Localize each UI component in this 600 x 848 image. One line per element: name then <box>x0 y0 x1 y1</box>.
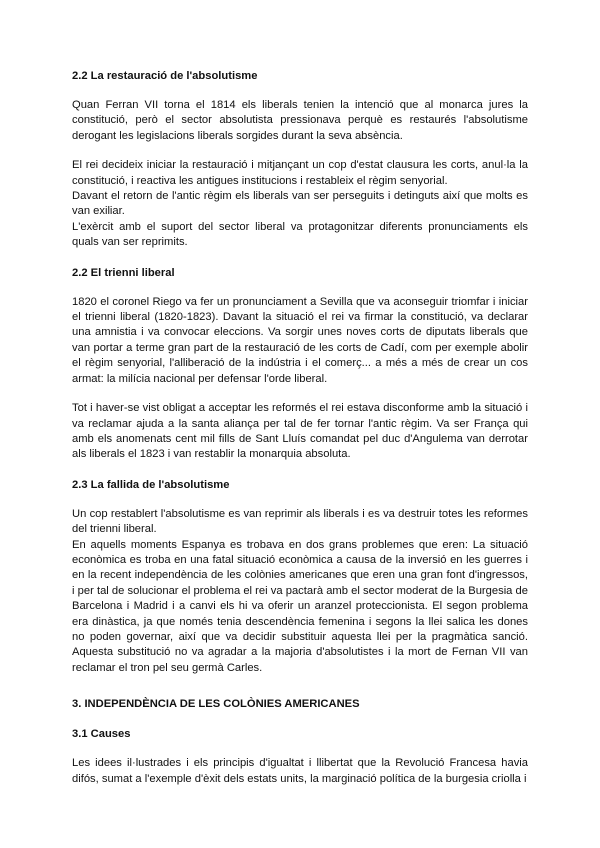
paragraph: Les idees il·lustrades i els principis d'igualtat i llibertat que la Revolució Francesa havia difós, sumat a l'exemple d'èxit dels estats units, la marginació política de la burgesia criolla i <box>72 757 528 785</box>
paragraph: Un cop restablert l'absolutisme es van reprimir als liberals i es va destruir totes les reformes del trienni liberal. <box>72 507 528 536</box>
heading-fallida: 2.3 La fallida de l'absolutisme <box>72 478 230 491</box>
paragraph: El rei decideix iniciar la restauració i mitjançant un cop d'estat clausura les corts, anul·la la constitució, i reactiva les antigues institucions i restableix el règim senyorial. <box>72 159 528 187</box>
paragraph: 1820 el coronel Riego va fer un pronunciament a Sevilla que va aconseguir triomfar i iniciar el trienni liberal (1820-1823). Davant la situació el rei va firmar la constitució, va declarar una amnistia i va convocar eleccions. Va sorgir unes noves corts de diputats liberals que van portar a terme gran part de la restauració de les corts de Cadí, com per exemple abolir el règim senyorial, l'alliberació de la indústria i el comerç... a més a més de crear un cos armat: la milícia nacional per defensar l'orde liberal. <box>72 295 528 385</box>
paragraph: Tot i haver-se vist obligat a acceptar les reformés el rei estava disconforme amb la situació i va reclamar ajuda a la santa aliança per tal de fer tornar l'antic règim. Va ser França qui amb els anomenats cent mil fills de Sant Lluís comandat pel duc d'Angulema van derrotar als liberals el 1823 i van restablir la monarquia absoluta. <box>72 402 528 461</box>
paragraph: Quan Ferran VII torna el 1814 els liberals tenien la intenció que al monarca jures la constitució, però el sector absolutista pressionava perquè es restaurés l'absolutisme derogant les legislacions liberals sorgides durant la seva absència. <box>72 99 528 142</box>
heading-trienni: 2.2 El trienni liberal <box>72 266 175 279</box>
heading-causes: 3.1 Causes <box>72 728 131 741</box>
paragraph: Davant el retorn de l'antic règim els liberals van ser perseguits i detinguts així que molts es van exiliar. <box>72 190 528 218</box>
paragraph: L'exèrcit amb el suport del sector liberal va protagonitzar diferents pronunciaments els quals van ser reprimits. <box>72 220 528 249</box>
paragraph: En aquells moments Espanya es trobava en dos grans problemes que eren: La situació econòmica es troba en una fatal situació econòmica a causa de la inversió en les guerres i en la recent independència de les colònies americanes que eren una gran font d'ingressos, i per tal de solucionar el problema el rei va pactarà amb el sector moderat de la Burgesia de Barcelona i Madrid i a canvi els hi va oferir un aranzel proteccionista. El segon problema era dinàstica, ja que només tenia descendència femenina i segons la llei salica les dones no poden governar, així que va decidir substituir aquesta llei per la pragmàtica sanció. Aquesta substitució no va agradar a la majoria d'absolutistes i la mort de Fernan VII van reclamar el tron pel seu germà Carles. <box>72 538 528 674</box>
document-body <box>72 68 528 787</box>
heading-independencia: 3. INDEPENDÈNCIA DE LES COLÒNIES AMERICANES <box>72 698 360 711</box>
heading-restauracio: 2.2 La restauració de l'absolutisme <box>72 70 258 82</box>
